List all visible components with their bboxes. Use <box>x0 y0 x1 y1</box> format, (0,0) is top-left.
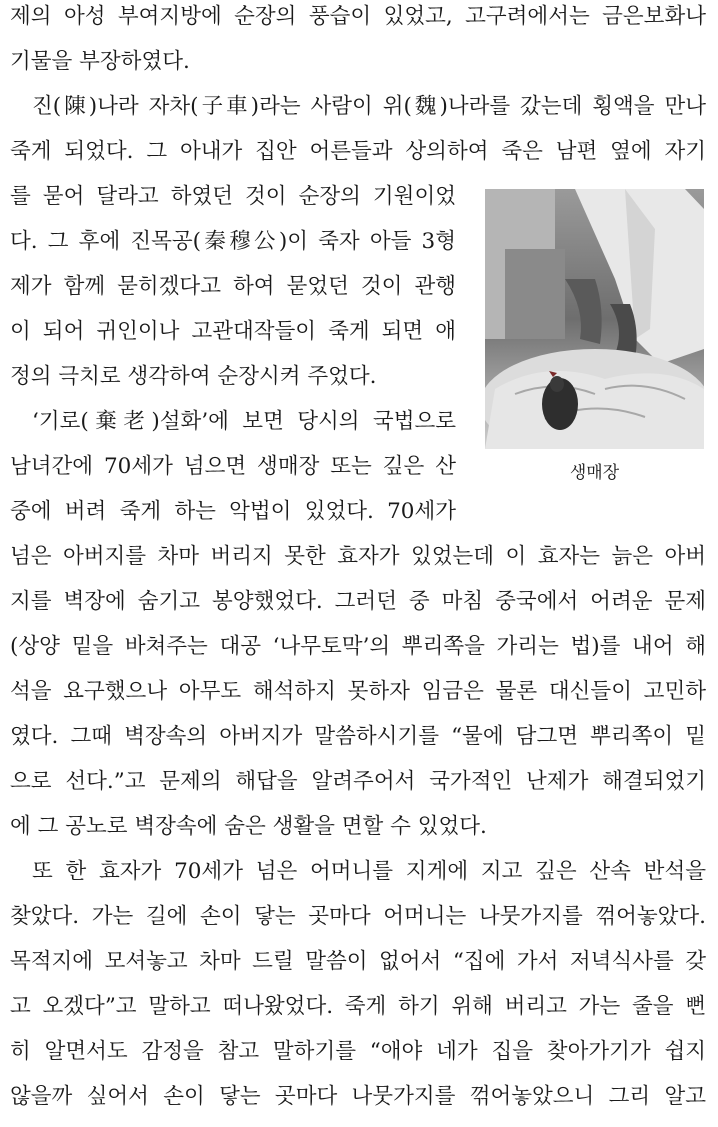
text-line: 진(陳)나라 자차(子車)라는 사람이 위(魏)나라를 갔는데 횡액을 만나 <box>32 94 706 119</box>
text-line: 죽게 되었다. 그 아내가 집안 어른들과 상의하여 죽은 남편 옆에 자기 <box>10 139 706 164</box>
text-line: 지를 벽장에 숨기고 봉양했었다. 그러던 중 마침 중국에서 어려운 문제 <box>10 589 706 614</box>
photo-figure <box>485 189 704 449</box>
text-line: 이 되어 귀인이나 고관대작들이 죽게 되면 애 <box>10 319 456 344</box>
text-line: (상양 밑을 바쳐주는 대공 ‘나무토막’의 뿌리쪽을 가리는 법)를 내어 해 <box>10 634 706 659</box>
text-line: 고 오겠다”고 말하고 떠나왔었다. 죽게 하기 위해 버리고 가는 줄을 뻔 <box>10 994 706 1019</box>
text-line: 히 알면서도 감정을 참고 말하기를 “애야 네가 집을 찾아가기가 쉽지 <box>10 1039 706 1064</box>
text-line: 않을까 싶어서 손이 닿는 곳마다 나뭇가지를 꺾어놓았으니 그리 알고 <box>10 1084 706 1109</box>
text-line: 에 그 공노로 벽장속에 숨은 생활을 면할 수 있었다. <box>10 814 487 839</box>
text-line: 남녀간에 70세가 넘으면 생매장 또는 깊은 산 <box>10 454 456 479</box>
text-line: 정의 극치로 생각하여 순장시켜 주었다. <box>10 364 377 389</box>
text-line: 였다. 그때 벽장속의 아버지가 말씀하시기를 “물에 담그면 뿌리쪽이 밑 <box>10 724 706 749</box>
text-line: 목적지에 모셔놓고 차마 드릴 말씀이 없어서 “집에 가서 저녁식사를 갖 <box>10 949 706 974</box>
photo-caption: 생매장 <box>569 463 620 483</box>
text-line: 중에 버려 죽게 하는 악법이 있었다. 70세가 <box>10 499 456 524</box>
text-line: 기물을 부장하였다. <box>10 49 190 74</box>
text-line: 으로 선다.”고 문제의 해답을 알려주어서 국가적인 난제가 해결되었기 <box>10 769 706 794</box>
text-line: 석을 요구했으나 아무도 해석하지 못하자 임금은 물론 대신들이 고민하 <box>10 679 706 704</box>
text-line: 제가 함께 묻히겠다고 하여 묻었던 것이 관행 <box>10 274 456 299</box>
text-line: ‘기로(棄老)설화’에 보면 당시의 국법으로 <box>32 409 456 434</box>
photo-image <box>485 189 704 449</box>
text-line: 제의 아성 부여지방에 순장의 풍습이 있었고, 고구려에서는 금은보화나 <box>10 4 706 29</box>
text-line: 를 묻어 달라고 하였던 것이 순장의 기원이었 <box>10 184 456 209</box>
text-line: 또 한 효자가 70세가 넘은 어머니를 지게에 지고 깊은 산속 반석을 <box>32 859 706 884</box>
text-line: 찾았다. 가는 길에 손이 닿는 곳마다 어머니는 나뭇가지를 꺾어놓았다. <box>10 904 706 929</box>
text-line: 넘은 아버지를 차마 버리지 못한 효자가 있었는데 이 효자는 늙은 아버 <box>10 544 706 569</box>
text-line: 다. 그 후에 진목공(秦穆公)이 죽자 아들 3형 <box>10 229 456 254</box>
